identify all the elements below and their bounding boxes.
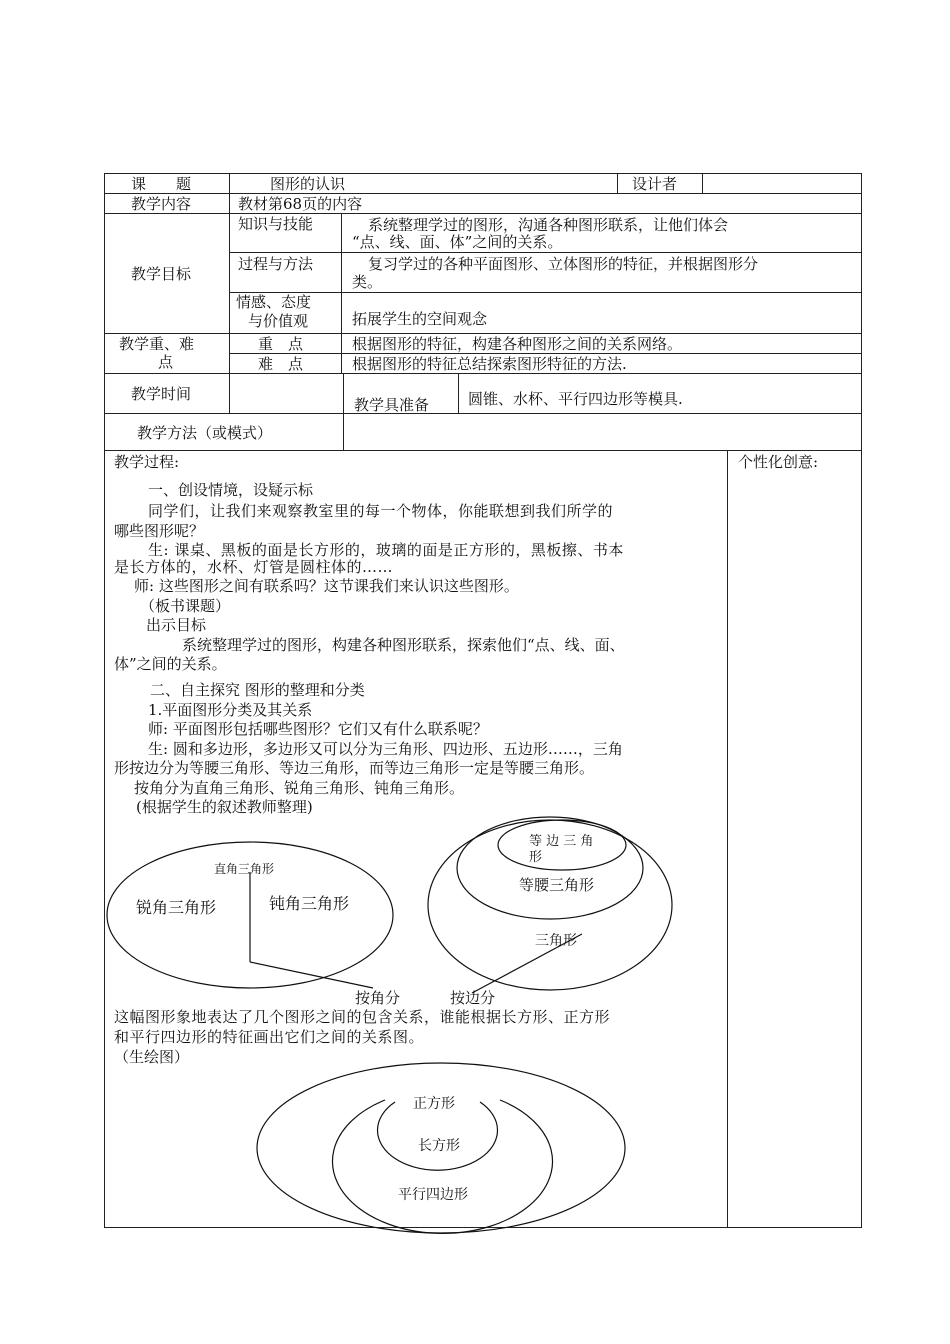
- square-label: 正方形: [413, 1096, 455, 1112]
- goal-emotion-label-1: 情感、态度: [236, 293, 312, 311]
- acute-triangle-label: 锐角三角形: [136, 898, 217, 917]
- key-points-label-2: 点: [158, 353, 174, 371]
- goal-knowledge-text-2: “点、线、面、体”之间的关系。: [352, 233, 563, 251]
- right-triangle-label: 直角三角形: [214, 862, 275, 876]
- process-line: 生: 圆和多边形，多边形又可以分为三角形、四边形、五边形……，三角: [148, 740, 623, 758]
- by-side-label: 按边分: [450, 989, 496, 1007]
- tools-value: 圆锥、水杯、平行四边形等模具.: [468, 390, 683, 408]
- content-label: 教学内容: [131, 195, 192, 213]
- goal-process-text-2: 类。: [352, 273, 383, 291]
- rectangle-arc: [333, 1100, 553, 1233]
- obtuse-triangle-label: 钝角三角形: [269, 894, 350, 913]
- section-two-heading: 二、自主探究 图形的整理和分类: [150, 681, 365, 699]
- rectangle-label: 长方形: [418, 1138, 460, 1154]
- process-line: 按角分为直角三角形、锐角三角形、钝角三角形。: [134, 779, 465, 797]
- process-line: 师: 平面图形包括哪些图形？它们又有什么联系呢？: [148, 720, 488, 738]
- triangle-label: 三角形: [535, 933, 577, 949]
- process-line: （生绘图）: [114, 1048, 190, 1066]
- process-line: 和平行四边形的特征画出它们之间的关系图。: [114, 1028, 425, 1046]
- pointer-line: [250, 962, 373, 988]
- topic-label: 课 题: [131, 175, 192, 193]
- goal-process-label: 过程与方法: [238, 255, 314, 273]
- goal-emotion-text: 拓展学生的空间观念: [352, 310, 488, 328]
- process-line: 系统整理学过的图形，构建各种图形联系，探索他们“点、线、面、: [182, 636, 625, 654]
- method-label: 教学方法（或模式）: [137, 424, 273, 442]
- content-value: 教材第68页的内容: [238, 195, 363, 213]
- process-line: 出示目标: [146, 616, 207, 634]
- topic-value: 图形的认识: [270, 175, 346, 193]
- process-line: 1.平面图形分类及其关系: [148, 701, 313, 719]
- goal-process-text-1: 复习学过的各种平面图形、立体图形的特征，并根据图形分: [368, 255, 759, 273]
- process-line: 这幅图形象地表达了几个图形之间的包含关系，谁能根据长方形、正方形: [114, 1008, 611, 1026]
- section-one-heading: 一、创设情境，设疑示标: [148, 481, 314, 499]
- process-line: 师: 这些图形之间有联系吗？这节课我们来认识这些图形。: [134, 577, 519, 595]
- difficult-text: 根据图形的特征总结探索图形特征的方法.: [352, 355, 627, 373]
- designer-label: 设计者: [632, 175, 678, 193]
- key-text: 根据图形的特征，构建各种图形之间的关系网络。: [352, 335, 683, 353]
- isosceles-label: 等腰三角形: [519, 876, 595, 894]
- tools-label: 教学具准备: [354, 396, 430, 414]
- goal-knowledge-text-1: 系统整理学过的图形，沟通各种图形联系，让他们体会: [368, 216, 729, 234]
- process-line: 哪些图形呢？: [114, 522, 205, 540]
- process-line: 是长方体的，水杯、灯管是圆柱体的……: [114, 558, 394, 576]
- goal-emotion-label-2: 与价值观: [248, 312, 309, 330]
- equilateral-label-2: 形: [529, 850, 543, 865]
- process-line: （板书课题）: [140, 597, 231, 615]
- time-label: 教学时间: [131, 385, 192, 403]
- key-points-label-1: 教学重、难: [119, 335, 195, 353]
- process-line: (根据学生的叙述教师整理): [136, 798, 313, 816]
- key-label: 重 点: [258, 335, 304, 353]
- goal-knowledge-label: 知识与技能: [238, 215, 314, 233]
- parallelogram-label: 平行四边形: [398, 1187, 468, 1203]
- difficult-label: 难 点: [258, 355, 304, 373]
- process-line: 同学们，让我们来观察教室里的每一个物体，你能联想到我们所学的: [148, 502, 614, 520]
- by-angle-label: 按角分: [355, 989, 401, 1007]
- process-line: 形按边分为等腰三角形、等边三角形，而等边三角形一定是等腰三角形。: [114, 759, 595, 777]
- process-label: 教学过程:: [114, 453, 180, 471]
- goals-label: 教学目标: [131, 265, 192, 283]
- creativity-label: 个性化创意:: [738, 453, 819, 471]
- process-line: 生: 课桌、黑板的面是长方形的，玻璃的面是正方形的，黑板擦、书本: [148, 541, 624, 559]
- process-line: 体”之间的关系。: [114, 655, 227, 673]
- equilateral-label-1: 等 边 三 角: [529, 834, 594, 849]
